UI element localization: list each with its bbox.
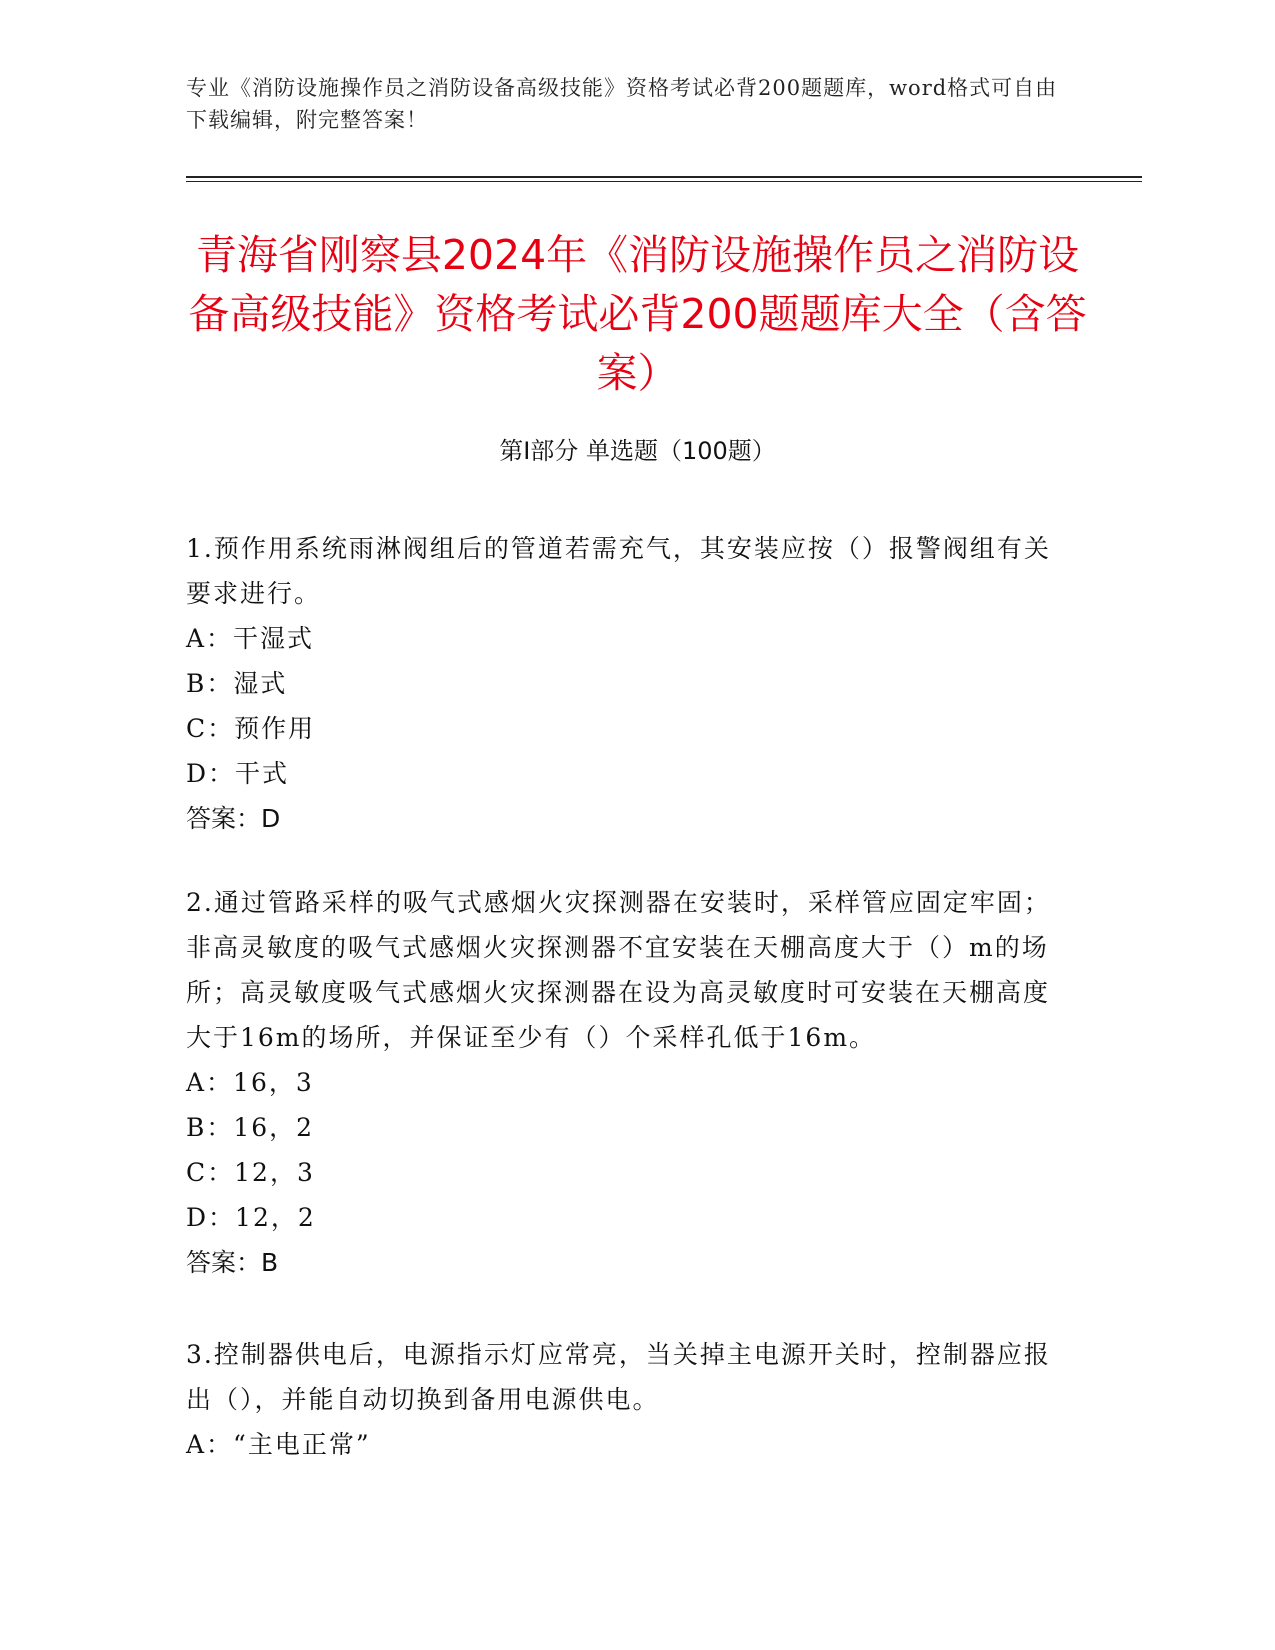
option-c: C：预作用 xyxy=(186,714,316,743)
question-block-1 xyxy=(186,526,1066,841)
document-title: 青海省刚察县2024年《消防设施操作员之消防设备高级技能》资格考试必背200题题库大全（含答案） xyxy=(188,231,1087,397)
header-divider-thick xyxy=(186,176,1142,178)
option-a: A：16，3 xyxy=(186,1068,314,1097)
option-b: B：湿式 xyxy=(186,669,288,698)
question-block-3 xyxy=(186,1332,1066,1467)
option-c: C：12，3 xyxy=(186,1158,315,1187)
question-text: 3.控制器供电后，电源指示灯应常亮，当关掉主电源开关时，控制器应报出（），并能自动切换到备用电源供电。 xyxy=(186,1340,1051,1414)
header-divider-thin xyxy=(186,181,1142,182)
option-a: A：干湿式 xyxy=(186,624,315,653)
header-note: 专业《消防设施操作员之消防设备高级技能》资格考试必背200题题库，word格式可自由下载编辑，附完整答案！ xyxy=(186,76,1058,132)
question-block-2 xyxy=(186,880,1066,1285)
option-b: B：16，2 xyxy=(186,1113,315,1142)
option-d: D：12，2 xyxy=(186,1203,316,1232)
section-title: 第Ⅰ部分 单选题（100题） xyxy=(499,437,776,465)
option-d: D：干式 xyxy=(186,759,290,788)
question-text: 1.预作用系统雨淋阀组后的管道若需充气，其安装应按（）报警阀组有关要求进行。 xyxy=(186,534,1051,608)
question-text: 2.通过管路采样的吸气式感烟火灾探测器在安装时，采样管应固定牢固；非高灵敏度的吸气式感烟火灾探测器不宜安装在天棚高度大于（）m的场所；高灵敏度吸气式感烟火灾探测器在设为高灵敏度时可安装在天棚高度大于16m的场所，并保证至少有（）个采样孔低于16m。 xyxy=(186,888,1051,1052)
option-a: A：“主电正常” xyxy=(186,1430,371,1459)
answer: 答案：D xyxy=(186,804,281,833)
answer: 答案：B xyxy=(186,1248,279,1277)
